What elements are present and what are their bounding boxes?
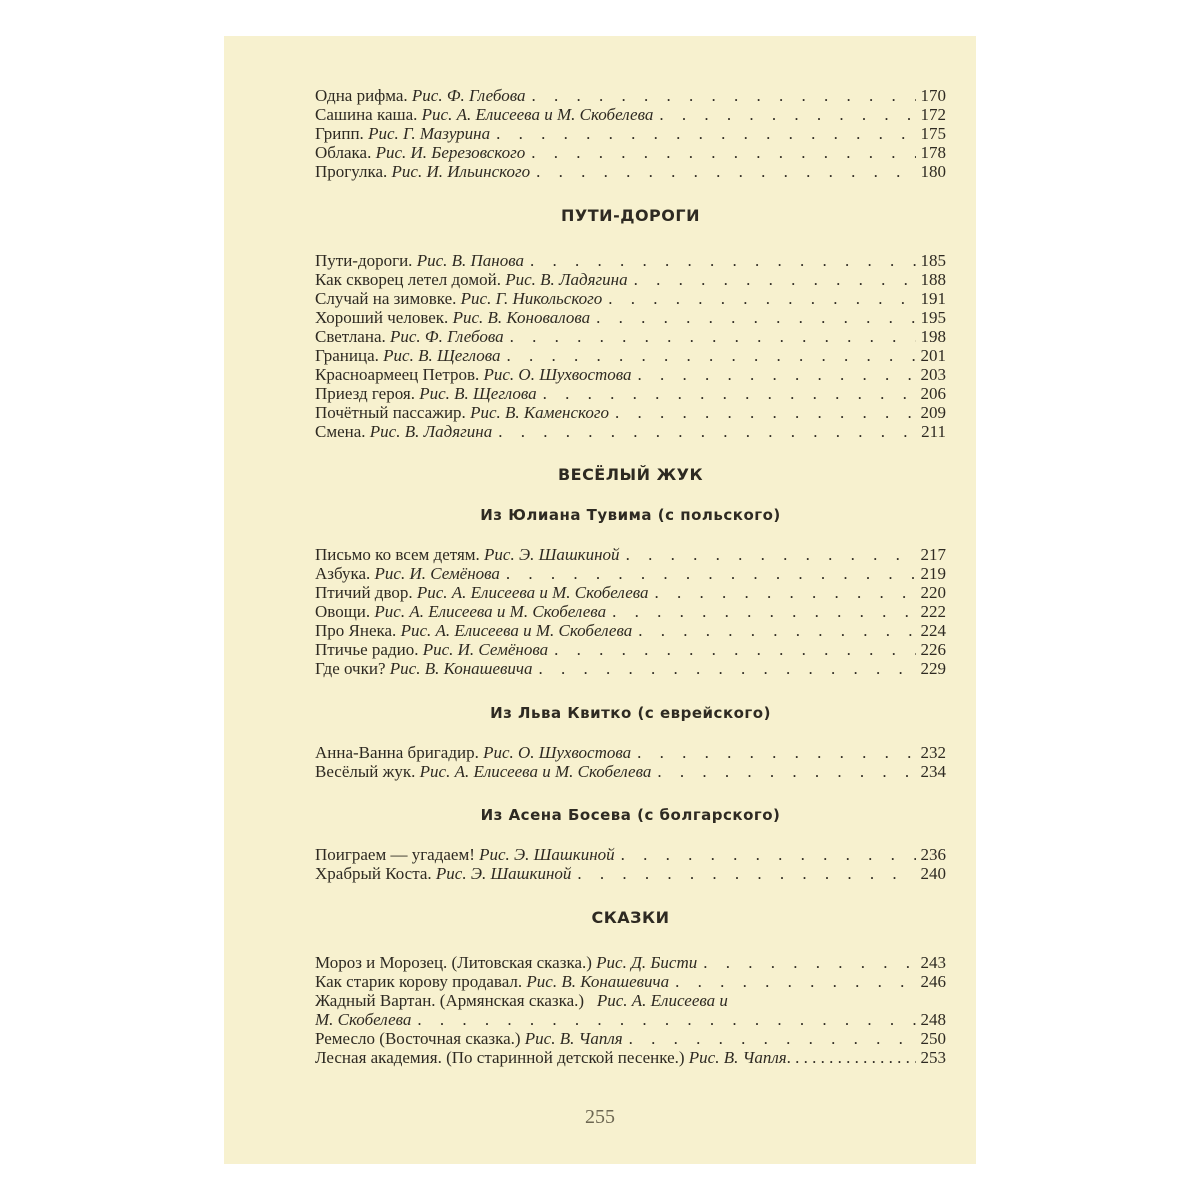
leader-dots (632, 621, 916, 640)
leader-dots (571, 864, 916, 883)
toc-entry: Про Янека. Рис. А. Елисеева и М. Скобелева . . . 224 (315, 621, 946, 640)
toc-entry: Где очки? Рис. В. Конашевича . . . 229 (315, 659, 946, 678)
toc-entry: Приезд героя. Рис. В. Щеглова . . . 206 (315, 384, 946, 403)
leader-dots (530, 162, 916, 181)
toc-entry: Храбрый Коста. Рис. Э. Шашкиной . . . 240 (315, 864, 946, 883)
leader-dots (533, 659, 916, 678)
toc-group-5 (315, 845, 946, 883)
section-heading-skazki: СКАЗКИ (591, 908, 670, 927)
leader-dots (669, 972, 916, 991)
table-of-contents (315, 86, 946, 1067)
leader-dots (697, 953, 916, 972)
leader-dots (525, 143, 916, 162)
toc-entry: Граница. Рис. В. Щеглова . . . 201 (315, 346, 946, 365)
toc-entry: Облака. Рис. И. Березовского . . . 178 (315, 143, 946, 162)
toc-entry: Поиграем — угадаем! Рис. Э. Шашкиной . . . 236 (315, 845, 946, 864)
toc-group-1 (315, 86, 946, 181)
leader-dots (492, 422, 916, 441)
section-heading-puti-dorogi: ПУТИ-ДОРОГИ (561, 206, 700, 225)
leader-dots (606, 602, 916, 621)
leader-dots (787, 1048, 916, 1067)
leader-dots (526, 86, 916, 105)
leader-dots (620, 545, 916, 564)
leader-dots (590, 308, 916, 327)
toc-entry: Одна рифма. Рис. Ф. Глебова . . . 170 (315, 86, 946, 105)
leader-dots (524, 251, 916, 270)
toc-group-6 (315, 953, 946, 1067)
leader-dots (631, 743, 916, 762)
leader-dots (602, 289, 916, 308)
toc-entry: Овощи. Рис. А. Елисеева и М. Скобелева . . . 222 (315, 602, 946, 621)
leader-dots (411, 1010, 916, 1029)
leader-dots (501, 346, 916, 365)
toc-entry: Пути-дороги. Рис. В. Панова . . . 185 (315, 251, 946, 270)
toc-entry: Птичье радио. Рис. И. Семёнова . . . 226 (315, 640, 946, 659)
toc-entry: Сашина каша. Рис. А. Елисеева и М. Скобелева . . . 172 (315, 105, 946, 124)
leader-dots (649, 583, 916, 602)
toc-entry: Мороз и Морозец. (Литовская сказка.) Рис. Д. Бисти . . . 243 (315, 953, 946, 972)
book-page (224, 36, 976, 1164)
leader-dots (628, 270, 916, 289)
subsection-heading-bosev: Из Асена Босева (с болгарского) (480, 806, 781, 824)
leader-dots (537, 384, 916, 403)
toc-group-3 (315, 545, 946, 678)
leader-dots (632, 365, 916, 384)
leader-dots (548, 640, 916, 659)
leader-dots (623, 1029, 916, 1048)
toc-entry: Почётный пассажир. Рис. В. Каменского . . . 209 (315, 403, 946, 422)
toc-group-2 (315, 251, 946, 441)
toc-entry-wrapped-line: Жадный Вартан. (Армянская сказка.) Рис. А. Елисеева и (315, 991, 728, 1010)
toc-entry: Анна-Ванна бригадир. Рис. О. Шухвостова . . . 232 (315, 743, 946, 762)
toc-entry: Письмо ко всем детям. Рис. Э. Шашкиной . . . 217 (315, 545, 946, 564)
toc-entry: Весёлый жук. Рис. А. Елисеева и М. Скобелева . . . 234 (315, 762, 946, 781)
page-number: 255 (585, 1106, 615, 1128)
toc-entry: Светлана. Рис. Ф. Глебова . . . 198 (315, 327, 946, 346)
toc-entry: М. Скобелева . . . 248 (315, 1010, 946, 1029)
leader-dots (490, 124, 916, 143)
toc-entry: Птичий двор. Рис. А. Елисеева и М. Скобелева . . . 220 (315, 583, 946, 602)
toc-entry: Смена. Рис. В. Ладягина . . . 211 (315, 422, 946, 441)
toc-entry: Случай на зимовке. Рис. Г. Никольского . . . 191 (315, 289, 946, 308)
toc-entry: Как старик корову продавал. Рис. В. Конашевича . . . 246 (315, 972, 946, 991)
toc-entry: Азбука. Рис. И. Семёнова . . . 219 (315, 564, 946, 583)
subsection-heading-tuvim: Из Юлиана Тувима (с польского) (480, 506, 781, 524)
section-heading-veselyi-zhuk: ВЕСЁЛЫЙ ЖУК (557, 465, 704, 484)
toc-group-4 (315, 743, 946, 781)
leader-dots (615, 845, 916, 864)
leader-dots (651, 762, 916, 781)
toc-entry: Хороший человек. Рис. В. Коновалова . . . 195 (315, 308, 946, 327)
toc-entry: Грипп. Рис. Г. Мазурина . . . 175 (315, 124, 946, 143)
toc-entry: Лесная академия. (По старинной детской песенке.) Рис. В. Чапля . . . 253 (315, 1048, 946, 1067)
leader-dots (609, 403, 916, 422)
toc-entry: Красноармеец Петров. Рис. О. Шухвостова . . . 203 (315, 365, 946, 384)
subsection-heading-kvitko: Из Льва Квитко (с еврейского) (490, 704, 771, 722)
toc-entry: Прогулка. Рис. И. Ильинского . . . 180 (315, 162, 946, 181)
toc-entry: Ремесло (Восточная сказка.) Рис. В. Чапля . . . 250 (315, 1029, 946, 1048)
toc-entry: Как скворец летел домой. Рис. В. Ладягина . . . 188 (315, 270, 946, 289)
leader-dots (500, 564, 916, 583)
leader-dots (504, 327, 916, 346)
leader-dots (653, 105, 916, 124)
